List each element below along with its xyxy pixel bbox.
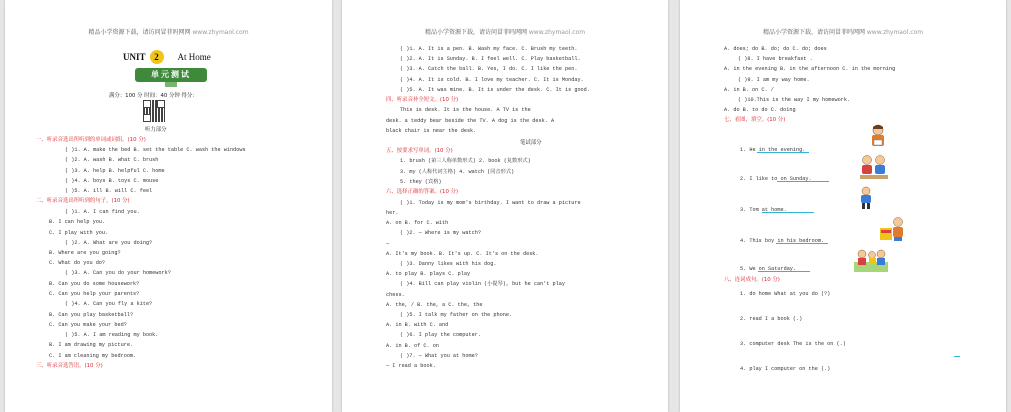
text-line: ( )8. I have breakfast . — [738, 56, 813, 62]
unit-test-banner: 单元测试 — [135, 68, 207, 82]
text-line: 4. play I computer on the (.) — [740, 366, 831, 372]
text-line: A. in B. of C. on — [386, 343, 439, 349]
page-header: 精品小学资源下载，请访问冒菲吗网网 www.zhymaol.com — [424, 29, 586, 36]
text-line: desk. a teddy bear beside the TV. A dog is the desk. A — [386, 118, 555, 124]
part-label: 笔试部分 — [520, 140, 542, 146]
section-heading: 三、听录音选答语。(10 分) — [36, 363, 103, 369]
text-line: — I read a book. — [386, 363, 436, 369]
text-line: ( )1. Today is my mom's birthday. I want to draw a picture — [400, 200, 581, 206]
section-heading: 七、看图，填空。(10 分) — [724, 117, 786, 123]
text-line: A. in B. with C. and — [386, 322, 449, 328]
boy-reading-picture-icon — [868, 124, 888, 150]
text-line: ( )4. Bill can play violin (小提琴), but he can't play — [400, 281, 565, 287]
section-heading: 六、选择正确的答案。(10 分) — [386, 189, 459, 195]
text-line: C. What do you do? — [49, 260, 106, 266]
qr-code-icon — [143, 100, 165, 122]
text-line: A. It's my book. B. It's up. C. It's on the desk. — [386, 251, 539, 257]
boy-bedroom-picture-icon — [880, 216, 908, 242]
text-line: ( )4. A. boys B. toys C. mouse — [65, 178, 159, 184]
text-line: — — [386, 241, 390, 247]
text-line: ( )2. A. What are you doing? — [65, 240, 153, 246]
text-line: ( )10.This is the way I my homework. — [738, 97, 851, 103]
text-line: 5. they (宾格) — [400, 179, 442, 185]
text-line: C. Can you make your bed? — [49, 322, 127, 328]
page-1 — [5, 0, 332, 412]
unit-number-badge: 2 — [150, 50, 164, 64]
cursor-mark — [954, 356, 960, 357]
text-line: ( )1. A. I can find you. — [65, 209, 140, 215]
section-heading: 八、连词成句。(10 分) — [724, 277, 780, 283]
text-line: 4. This boy in his bedroom. — [740, 238, 825, 244]
text-line: A. to play B. plays C. play — [386, 271, 471, 277]
text-line: ( )5. A. I am reading my book. — [65, 332, 159, 338]
text-line: ( )2. A. wash B. what C. brush — [65, 157, 159, 163]
text-line: A. do B. to do C. doing — [724, 107, 796, 113]
text-line: ( )6. I play the computer. — [400, 332, 481, 338]
text-line: ( )3. Danny likes with his dog. — [400, 261, 497, 267]
page-header: 精品小学资源下载，请访问冒菲吗网网 www.zhymaol.com — [762, 29, 924, 36]
text-line: 2. I like to on Sunday. — [740, 176, 812, 182]
text-line: ( )9. I am my way home. — [738, 77, 810, 83]
text-line: 2. read I a book (.) — [740, 316, 803, 322]
score-line: 满分：100 分 时间：40 分钟 得分： — [109, 93, 198, 99]
listening-part-label: 听力部分 — [145, 127, 167, 133]
text-line: B. I can help you. — [49, 219, 106, 225]
text-line: A. in the evening B. in the afternoon C. in the morning — [724, 66, 896, 72]
text-line: ( )2. A. It is Sunday. B. I feel well. C. Play basketball. — [400, 56, 581, 62]
text-line: ( )5. A. ill B. will C. feel — [65, 188, 153, 194]
section-heading: 二、听录音选出所听到的句子。(10 分) — [36, 198, 130, 204]
unit-title: UNIT 2 At Home — [123, 52, 211, 62]
text-line: ( )7. — What you at home? — [400, 353, 478, 359]
family-picnic-picture-icon — [854, 246, 888, 272]
answer-blank-2[interactable] — [777, 181, 829, 182]
text-line: C. I play with you. — [49, 230, 109, 236]
text-line: her. — [386, 210, 399, 216]
text-line: ( )3. A. Can you do your homework? — [65, 270, 171, 276]
answer-blank-5[interactable] — [758, 271, 810, 272]
banner-ribbon — [165, 82, 177, 87]
text-line: ( )4. A. It is cold. B. I love my teacher. C. It is Monday. — [400, 77, 584, 83]
text-line: 3. Tom at home. — [740, 207, 787, 213]
text-line: ( )3. A. Catch the ball. B. Yes, I do. C. I like the pen. — [400, 66, 578, 72]
text-line: ( )1. A. It is a pen. B. Wash my face. C. Brush my teeth. — [400, 46, 578, 52]
text-line: 3. computer desk The is the on (.) — [740, 341, 846, 347]
text-line: 1. do home What at you do (?) — [740, 291, 831, 297]
text-line: ( )1. A. make the bed B. set the table C. wash the windows — [65, 147, 246, 153]
text-line: B. I am drawing my picture. — [49, 342, 134, 348]
text-line: ( )4. A. Can you fly a kite? — [65, 301, 153, 307]
text-line: C. I am cleaning my bedroom. — [49, 353, 137, 359]
boy-standing-picture-icon — [858, 186, 874, 210]
answer-blank-1[interactable] — [757, 152, 809, 153]
text-line: chess. — [386, 292, 405, 298]
text-line: ( )5. I talk my father on the phone. — [400, 312, 513, 318]
text-line: B. Can you do some housework? — [49, 281, 140, 287]
section-heading: 五、按要求写单词。(10 分) — [386, 148, 453, 154]
text-line: ( )2. — Where is my watch? — [400, 230, 481, 236]
section-heading: 一、听录音选出所听到的单词或词组。(10 分) — [36, 137, 146, 143]
text-line: A. the, / B. the, a C. the, the — [386, 302, 483, 308]
text-line: A. on B. for C. with — [386, 220, 449, 226]
text-line: ( )3. A. help B. helpful C. home — [65, 168, 165, 174]
text-line: black chair is near the desk. — [386, 128, 477, 134]
text-line: 1. brush (第三人称单数形式) 2. book (复数形式) — [400, 158, 531, 164]
text-line: B. Can you play basketball? — [49, 312, 134, 318]
text-line: This is desk. It is the house. A TV is the — [400, 107, 531, 113]
section-heading: 四、听录音补全短文。(10 分) — [386, 97, 459, 103]
page-header: 精品小学资源下载，请访问冒菲吗网网 www.zhymaol.com — [88, 29, 249, 36]
text-line: 3. my (人称代词主格) 4. watch (同音形式) — [400, 169, 515, 175]
text-line: C. Can you help your parents? — [49, 291, 140, 297]
text-line: A. in B. on C. / — [724, 87, 774, 93]
answer-blank-4[interactable] — [776, 243, 828, 244]
text-line: B. Where are you going? — [49, 250, 121, 256]
text-line: 5. We on Saturday. — [740, 266, 797, 272]
text-line: A. does; do B. do; do C. do; does — [724, 46, 827, 52]
text-line: ( )5. A. It was mine. B. It is under the desk. C. It is good. — [400, 87, 590, 93]
answer-blank-3[interactable] — [762, 212, 814, 213]
kids-playing-picture-icon — [858, 153, 890, 181]
page-3 — [680, 0, 1006, 412]
page-2 — [342, 0, 668, 412]
text-line: 1. He in the evening. — [740, 147, 806, 153]
